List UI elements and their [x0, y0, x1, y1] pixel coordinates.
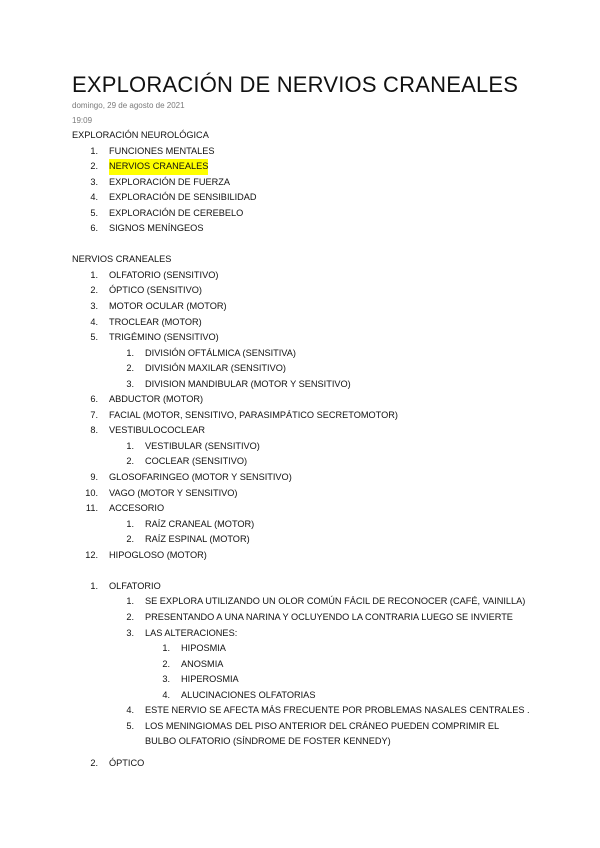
page-title: EXPLORACIÓN DE NERVIOS CRANEALES [72, 72, 519, 97]
sub-sub-list-item: 4. ALUCINACIONES OLFATORIAS [162, 689, 316, 700]
sub-list-item: 3. LAS ALTERACIONES: [126, 627, 238, 638]
sub-list-item: 2. COCLEAR (SENSITIVO) [126, 456, 248, 467]
sub-list-item: 1. VESTIBULAR (SENSITIVO) [126, 440, 260, 451]
list-item: 5. EXPLORACIÓN DE CEREBELO [90, 207, 244, 218]
list-item: 6. ABDUCTOR (MOTOR) [90, 394, 204, 405]
highlighted-text: NERVIOS CRANEALES [109, 159, 208, 175]
sub-list-item: 1. SE EXPLORA UTILIZANDO UN OLOR COMÚN FÁCIL DE RECONOCER (CAFÉ, VAINILLA) [126, 596, 526, 607]
sub-sub-list-item: 2. ANOSMIA [162, 658, 224, 669]
sub-list-item-continuation: BULBO OLFATORIO (SÍNDROME DE FOSTER KENNEDY) [145, 736, 391, 747]
list-item: 2. ÓPTICO (SENSITIVO) [90, 285, 202, 296]
list-item: 2. ÓPTICO [90, 757, 145, 768]
list-item: 4. EXPLORACIÓN DE SENSIBILIDAD [90, 192, 257, 203]
sub-list-item: 1. DIVISIÓN OFTÁLMICA (SENSITIVA) [126, 347, 296, 358]
sub-list-item: 3. DIVISION MANDIBULAR (MOTOR Y SENSITIVO) [126, 378, 351, 389]
sub-list-item: 4. ESTE NERVIO SE AFECTA MÁS FRECUENTE POR PROBLEMAS NASALES CENTRALES . [126, 705, 530, 716]
sub-list-item: 2. DIVISIÓN MAXILAR (SENSITIVO) [126, 363, 286, 374]
list-item: 3. MOTOR OCULAR (MOTOR) [90, 301, 227, 312]
sub-sub-list-item: 3. HIPEROSMIA [162, 674, 239, 685]
list-item: 6. SIGNOS MENÍNGEOS [90, 223, 204, 234]
note-date: domingo, 29 de agosto de 2021 [72, 101, 185, 110]
list-item: 4. TROCLEAR (MOTOR) [90, 316, 202, 327]
section-heading: EXPLORACIÓN NEUROLÓGICA [72, 130, 209, 140]
list-item: 1. OLFATORIO [90, 580, 161, 591]
list-item: 8. VESTIBULOCOCLEAR [90, 425, 205, 436]
sub-list-item: 5. LOS MENINGIOMAS DEL PISO ANTERIOR DEL CRÁNEO PUEDEN COMPRIMIR EL [126, 720, 500, 731]
list-item: 7. FACIAL (MOTOR, SENSITIVO, PARASIMPÁTICO SECRETOMOTOR) [90, 409, 398, 420]
list-item: 1. FUNCIONES MENTALES [90, 145, 215, 156]
list-item: 11. ACCESORIO [85, 503, 165, 514]
note-time: 19:09 [72, 116, 93, 125]
note-body [0, 128, 600, 771]
sub-list-item: 2. PRESENTANDO A UNA NARINA Y OCLUYENDO LA CONTRARIA LUEGO SE INVIERTE [126, 611, 513, 622]
sub-list-item: 2. RAÍZ ESPINAL (MOTOR) [126, 534, 250, 545]
sub-sub-list-item: 1. HIPOSMIA [162, 643, 226, 654]
list-item: 9. GLOSOFARINGEO (MOTOR Y SENSITIVO) [90, 472, 292, 483]
list-item: 2. NERVIOS CRANEALES [0, 159, 600, 175]
list-item: 3. EXPLORACIÓN DE FUERZA [90, 176, 230, 187]
list-item: 12. HIPOGLOSO (MOTOR) [85, 549, 207, 560]
sub-list-item: 1. RAÍZ CRANEAL (MOTOR) [126, 518, 255, 529]
list-item: 1. OLFATORIO (SENSITIVO) [90, 269, 219, 280]
section-heading: NERVIOS CRANEALES [72, 254, 172, 265]
list-item: 10. VAGO (MOTOR Y SENSITIVO) [85, 487, 238, 498]
list-item: 5. TRIGÉMINO (SENSITIVO) [90, 332, 219, 343]
